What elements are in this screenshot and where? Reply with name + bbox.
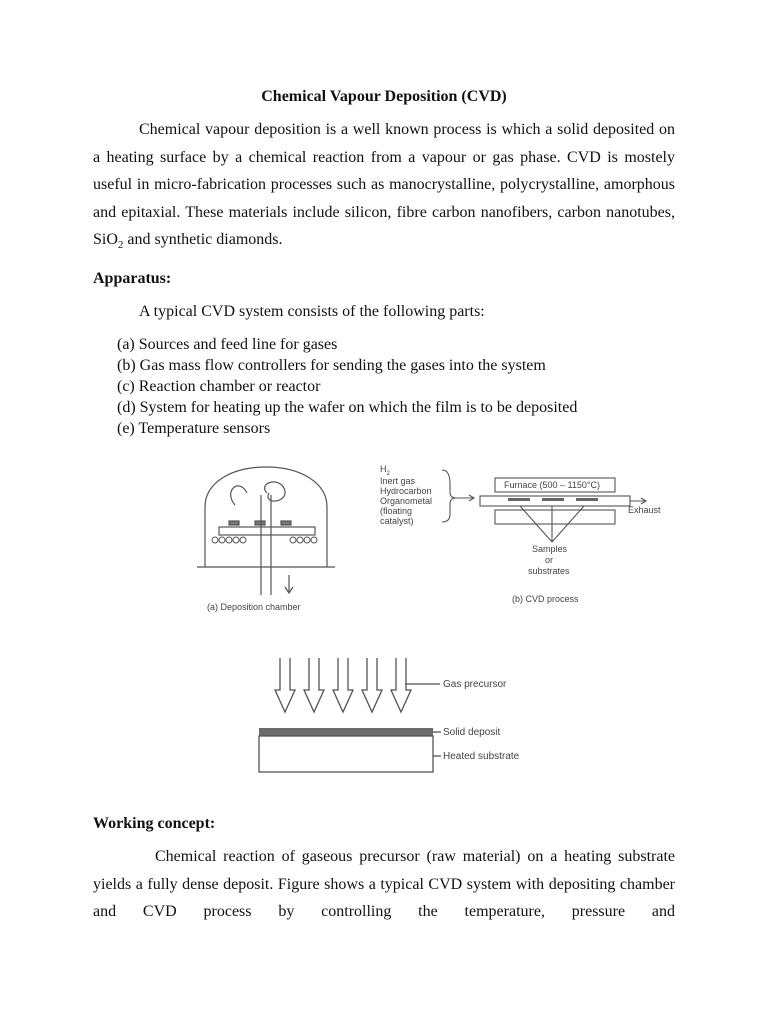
working-heading: Working concept:: [93, 815, 216, 832]
list-item: (e) Temperature sensors: [117, 420, 271, 437]
gas-inlet-tube: [261, 495, 271, 595]
process-caption: (b) CVD process: [512, 594, 579, 604]
gas-arrow: [333, 658, 353, 712]
gas-label: Organometal: [380, 496, 433, 506]
gas-label: catalyst): [380, 516, 414, 526]
parts-list: [117, 334, 577, 439]
solid-deposit-label: Solid deposit: [443, 727, 501, 738]
wafer: [229, 521, 239, 525]
intro-subscript: 2: [117, 239, 124, 252]
apparatus-lead: A typical CVD system consists of the following parts:: [139, 303, 485, 320]
apparatus-lead-paragraph: [93, 298, 675, 326]
intro-text-end: and synthetic diamonds.: [123, 231, 283, 248]
samples-label: or: [545, 555, 554, 565]
list-item: (b) Gas mass flow controllers for sending the gases into the system: [117, 357, 546, 374]
intro-text: Chemical vapour deposition is a well known process is which a solid deposited on a heating surface by a chemical reaction from a vapour or gas phase. CVD is mostely useful in micro-fabrication processes such as manocrystalline, polycrystalline, amorphous and epitaxial. These materials include silicon, fibre carbon nanofibers, carbon nanotubes, SiO: [93, 121, 675, 248]
furnace-bottom: [495, 510, 615, 524]
document-title: Chemical Vapour Deposition (CVD): [261, 88, 507, 105]
samples-label: Samples: [532, 544, 568, 554]
gas-precursor-label: Gas precursor: [443, 679, 507, 690]
chamber-caption: (a) Deposition chamber: [207, 602, 301, 612]
sample: [508, 498, 530, 501]
gas-h2-label: $H_2$: [380, 464, 390, 477]
flow-swirl: [265, 482, 286, 501]
gas-arrow: [275, 658, 295, 712]
exhaust-label: Exhaust: [628, 505, 661, 515]
gas-label: (floating: [380, 506, 413, 516]
list-item: (a) Sources and feed line for gases: [117, 336, 338, 353]
list-item: (d) System for heating up the wafer on which the film is to be deposited: [117, 399, 578, 416]
working-paragraph: [93, 843, 675, 926]
gas-arrow: [391, 658, 411, 712]
wafer: [281, 521, 291, 525]
gas-brace: [442, 470, 456, 522]
sample: [576, 498, 598, 501]
samples-label: substrates: [528, 566, 570, 576]
furnace-label: Furnace (500 – 1150°C): [504, 480, 600, 490]
flow-arrow-left: [231, 486, 247, 505]
solid-deposit-layer: [259, 728, 433, 736]
heated-substrate-block: [259, 736, 433, 772]
intro-paragraph: [93, 116, 675, 260]
substrate-holder: [219, 527, 315, 535]
sample: [542, 498, 564, 501]
deposition-chamber-figure: [195, 455, 345, 620]
list-item: (c) Reaction chamber or reactor: [117, 378, 321, 395]
gas-label: Inert gas: [380, 476, 416, 486]
heated-substrate-label: Heated substrate: [443, 751, 520, 762]
exhaust-arrow: [285, 575, 293, 593]
wafer: [255, 521, 265, 525]
gas-arrow: [304, 658, 324, 712]
gas-label: Hydrocarbon: [380, 486, 432, 496]
gas-arrow: [362, 658, 382, 712]
deposit-figure: [255, 648, 565, 783]
apparatus-heading: Apparatus:: [93, 270, 172, 287]
exhaust-arrow: [630, 498, 646, 504]
working-text: Chemical reaction of gaseous precursor (raw material) on a heating substrate yields a fully dense deposit. Figure shows a typical CVD system with depositing chamber and CVD process by controlling the temperature, pressure and: [93, 848, 675, 920]
gas-feed-arrow: [456, 495, 474, 501]
cvd-process-figure: [370, 462, 680, 607]
chamber-dome: [205, 467, 327, 567]
